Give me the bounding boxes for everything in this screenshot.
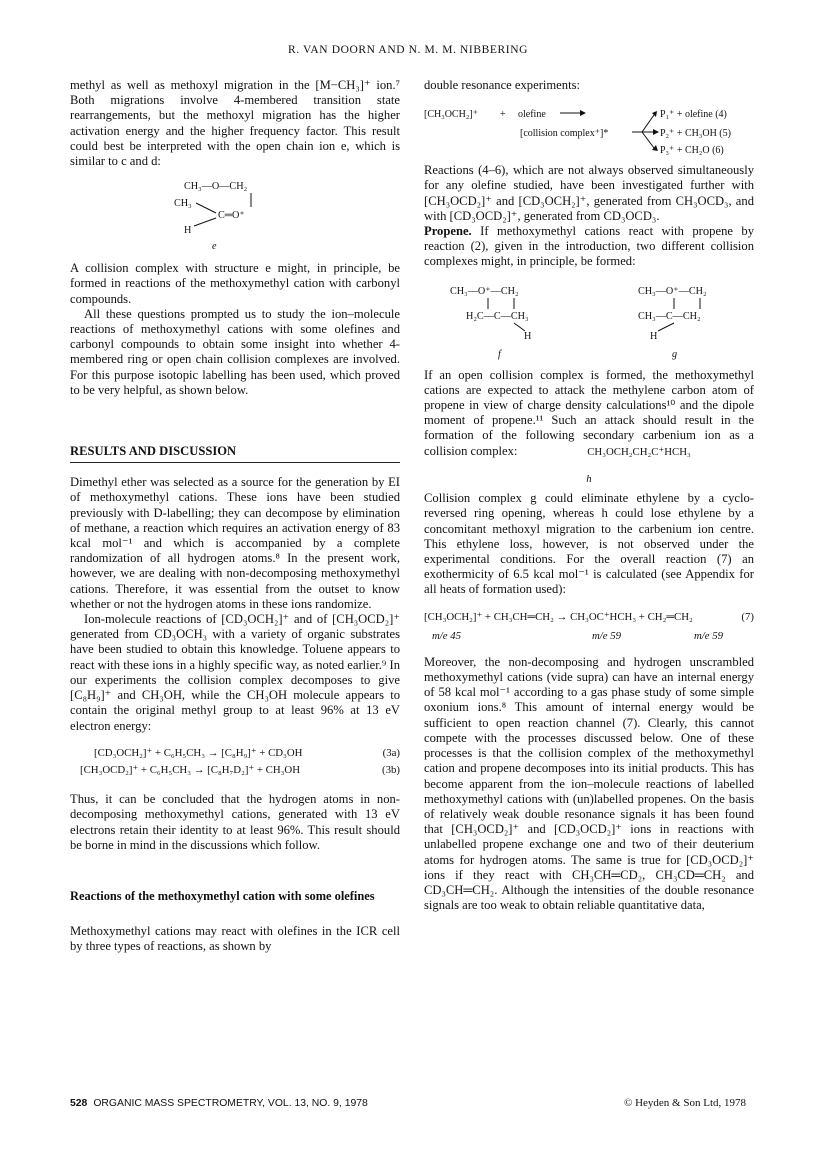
- right-paragraph-5: Collision complex g could eliminate ethylene by a cyclo-reversed ring opening, whereas h could lose ethylene by a concomitant methoxyl migration to the carbenium ion centre. This ethylene loss, however, is not observed under the experimental conditions. For the overall reaction (7) an exothermicity of 6.5 kcal mol⁻¹ is calculated (see Appendix for all heats of formation used):: [424, 491, 754, 597]
- equation-3a-text: [CD₃OCH₂]⁺ + C₆H₅CH₃ → [C₈H₉]⁺ + CD₃OH: [94, 746, 303, 759]
- left-paragraph-4: Dimethyl ether was selected as a source for the generation by EI of methoxymethyl cations. These ions have been studied previously with D-labelling; they can decompose by elimination of methane, a reaction which requires an activation energy of 83 kcal mol⁻¹ and which is accompanied by a complete randomization of all hydrogen atoms.⁸ In the present work, however, we are dealing with non-decomposing methoxymethyl cations. Therefore, it was essential from the outset to know whether or not the hydrogen atoms in these ions randomize.: [70, 475, 400, 611]
- equation-7-number: (7): [741, 610, 754, 623]
- reaction-scheme: [424, 93, 754, 157]
- structure-g-bottom: H: [650, 330, 658, 342]
- subsection-heading: Reactions of the methoxymethyl cation with some olefines: [70, 888, 375, 903]
- right-paragraph-4: If an open collision complex is formed, the methoxymethyl cations are expected to attack the methylene carbon atom of propene in view of charge density calculations¹⁰ and the dipole moment of propene.¹¹ Such an attack should result in the formation of the following secondary carbenium ion as a collision complex:: [424, 367, 754, 458]
- structure-g-mid: CH₃—C—CH₂: [638, 310, 701, 322]
- left-column: [70, 78, 400, 955]
- structure-f-bottom: H: [524, 330, 532, 342]
- scheme-product-4: P₁⁺ + olefine (4): [660, 109, 727, 121]
- footer-journal: [70, 1098, 368, 1109]
- right-paragraph-2: Reactions (4–6), which are not always observed simultaneously for any olefine studied, have been investigated further with [CH₃OCD₂]⁺ and [CD₃OCH₂]⁺, generated from CH₃OCD₃, and with [CD₃OCD₂]⁺, generated from CD₃OCD₃.: [424, 163, 754, 223]
- page-number: 528: [70, 1098, 88, 1109]
- propene-text: If methoxymethyl cations react with propene by reaction (2), given in the introduction, two different collision complexes might, in principle, be formed:: [424, 224, 754, 269]
- right-paragraph-1: double resonance experiments:: [424, 78, 580, 92]
- equation-7: [424, 610, 754, 625]
- right-paragraph-3: [424, 224, 754, 270]
- structure-h-label: h: [586, 473, 592, 486]
- structures-f-g-bonds: [424, 270, 754, 362]
- structure-f-top: CH₃—O⁺—CH₂: [450, 285, 519, 297]
- left-paragraph-1: methyl as well as methoxyl migration in the [M−CH₃]⁺ ion.⁷ Both migrations involve 4-membered transition state rearrangements, but the methoxyl migration has the higher activation energy and the higher frequency factor. This result could best be interpreted with the open chain ion e, which is similar to c and d:: [70, 78, 400, 169]
- equation-3a-number: (3a): [382, 746, 400, 759]
- structure-e-bonds: [70, 169, 400, 261]
- equation-7-mass-labels: [424, 627, 754, 645]
- equation-3b-number: (3b): [382, 763, 400, 776]
- scheme-olefine: olefine: [518, 109, 546, 121]
- mass-label-product: m/e 59: [592, 629, 622, 642]
- structure-e-mid-left: CH₃: [174, 198, 192, 210]
- scheme-plus: +: [500, 109, 506, 121]
- structure-f-mid: H₂C—C—CH₃: [466, 310, 529, 322]
- structure-e: [70, 169, 400, 261]
- equation-7-text: [CH₃OCH₂]⁺ + CH₃CH═CH₂ → CH₃OC⁺HCH₃ + CH₂═CH₂: [424, 610, 693, 623]
- scheme-product-6: P₃⁺ + CH₂O (6): [660, 145, 724, 157]
- scheme-arrows: [424, 93, 754, 157]
- structure-h: CH₃OCH₂CH₂C⁺HCH₃: [587, 445, 691, 458]
- journal-citation: ORGANIC MASS SPECTROMETRY, VOL. 13, NO. 9, 1978: [93, 1098, 368, 1109]
- left-paragraph-5: Ion-molecule reactions of [CD₃OCH₂]⁺ and of [CH₃OCD₂]⁺ generated from CD₃OCH₃ with a variety of organic substrates have been studied to obtain this knowledge. Toluene appears to react with these ions in a highly specific way, as noted earlier.⁹ In our experiments the collision complex decomposes to give [C₈H₉]⁺ and CH₃OH, while the CH₃OH molecule appears to contain the original methyl group to at least 96% at 13 eV electron energy:: [70, 612, 400, 733]
- running-header: R. VAN DOORN AND N. M. M. NIBBERING: [287, 44, 529, 56]
- structure-g-top: CH₃—O⁺—CH₂: [638, 285, 707, 297]
- scheme-reactant: [CH₃OCH₂]⁺: [424, 109, 478, 121]
- left-paragraph-6: Thus, it can be concluded that the hydrogen atoms in non-decomposing methoxymethyl cations, generated with 13 eV electrons retain their identity to at least 96%. This result should be borne in mind in the discussions which follow.: [70, 792, 400, 852]
- structure-f-label: f: [498, 348, 501, 360]
- structure-e-label: e: [212, 241, 217, 253]
- section-title: RESULTS AND DISCUSSION: [70, 444, 400, 463]
- equation-3a: [70, 746, 400, 761]
- left-paragraph-3: All these questions prompted us to study the ion–molecule reactions of methoxymethyl cations with some olefines and carbonyl compounds to obtain some insight into whether 4-membered ring or open chain collision complexes are involved. For this purpose isotopic labelling has been used, which proved to be very helpful, as shown below.: [70, 306, 400, 397]
- equation-3b: [70, 763, 400, 778]
- structure-g-label: g: [672, 348, 678, 360]
- left-paragraph-7: Methoxymethyl cations may react with olefines in the ICR cell by three types of reactions, as shown by: [70, 924, 400, 954]
- structure-e-top: CH₃—O—CH₂: [184, 181, 248, 193]
- equation-3b-text: [CH₃OCD₂]⁺ + C₆H₅CH₃ → [C₈H₇D₂]⁺ + CH₃OH: [80, 763, 301, 776]
- propene-heading: Propene.: [424, 224, 472, 239]
- right-column: [424, 78, 754, 913]
- footer-copyright: © Heyden & Son Ltd, 1978: [623, 1097, 746, 1109]
- right-paragraph-6: Moreover, the non-decomposing and hydrogen unscrambled methoxymethyl cations (vide supra) can have an internal energy of 58 kcal mol⁻¹ according to a gas phase study of some simple oxonium ions.⁸ This amount of internal energy would be sufficient to open reaction channel (7). Clearly, this cannot compete with the processes discussed below. One of these processes is that the collision complex of the methoxymethyl cation and propene decomposes into its initial products. This has become apparent from the ion–molecule reactions of labelled methoxymethyl cations with (un)labelled propenes. On the basis of relatively weak double resonance signals it has been found that [CH₃OCD₂]⁺ and [CD₃OCD₂]⁺ ions in reactions with unlabelled propene exchange one and two of their deuterium atoms for hydrogen atoms. The same is true for [CD₃OCD₂]⁺ ions if they react with CH₃CH═CD₂, CH₃CD═CH₂ and CD₃CH═CH₂. Although the intensities of the double resonance signals are too weak to obtain reliable quantitative data,: [424, 654, 754, 913]
- structure-e-bottom-left: H: [184, 225, 192, 237]
- structures-f-g: [424, 270, 754, 362]
- scheme-complex: [collision complex⁺]*: [520, 128, 609, 140]
- left-paragraph-2: A collision complex with structure e might, in principle, be formed in reactions of the methoxymethyl cation with carbonyl compounds.: [70, 261, 400, 306]
- structure-e-mid-right: C═O⁺: [218, 210, 245, 222]
- scheme-product-5: P₂⁺ + CH₃OH (5): [660, 128, 731, 140]
- mass-label-ethylene: m/e 59: [694, 629, 724, 642]
- mass-label-reactant: m/e 45: [432, 629, 462, 642]
